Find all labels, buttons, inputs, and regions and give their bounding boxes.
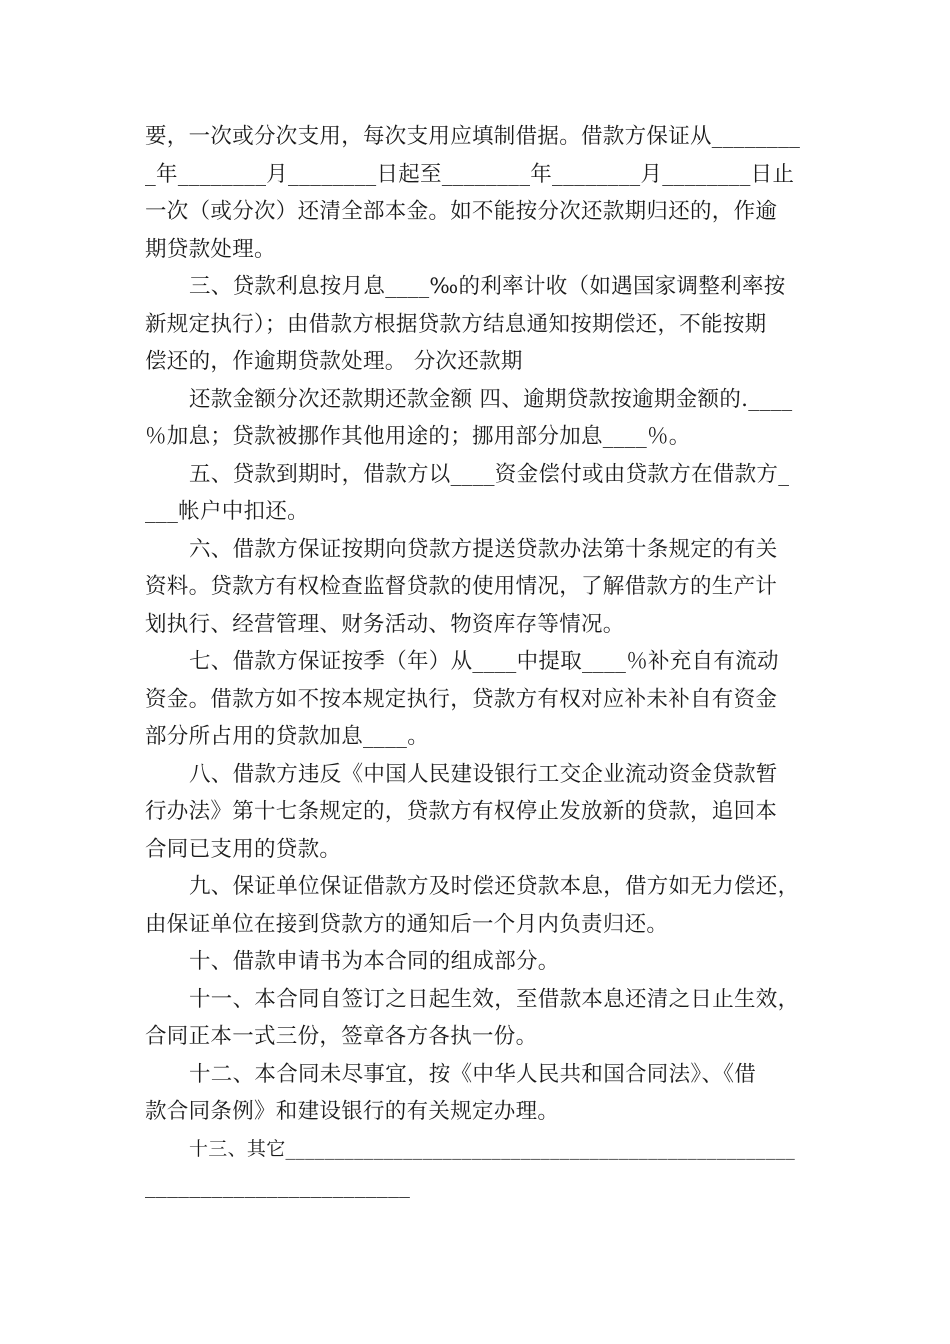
text-line: 部分所占用的贷款加息____。 [145,724,430,749]
text-line: 款合同条例》和建设银行的有关规定办理。 [145,1099,560,1124]
text-line: 十一、本合同自签订之日起生效，至借款本息还清之日止生效， [189,986,800,1012]
text-line: 六、借款方保证按期向贷款方提送贷款办法第十条规定的有关 [189,536,778,562]
text-line: 合同正本一式三份，签章各方各执一份。 [145,1024,538,1049]
text-line: 由保证单位在接到贷款方的通知后一个月内负责归还。 [145,911,669,937]
text-line: 合同已支用的贷款。 [145,836,342,862]
text-line: 新规定执行）；由借款方根据贷款方结息通知按期偿还，不能按期 [145,311,767,337]
text-line: 期贷款处理。 [145,236,276,262]
text-line: 十、借款申请书为本合同的组成部分。 [189,949,560,974]
text-line: 资料。贷款方有权检查监督贷款的使用情况，了解借款方的生产计 [145,574,778,599]
text-line: ________________________ [145,1174,411,1199]
text-line: 三、贷款利息按月息____‰的利率计收（如遇国家调整利率按 [189,274,786,299]
text-line: 还款金额分次还款期还款金额 四、逾期贷款按逾期金额的.____ [189,386,793,412]
text-line: 一次（或分次）还清全部本金。如不能按分次还款期归还的，作逾 [145,199,778,224]
text-line: 划执行、经营管理、财务活动、物资库存等情况。 [145,611,625,637]
text-line: 五、贷款到期时，借款方以____资金偿付或由贷款方在借款方_ [189,461,790,487]
text-line: ___帐户中扣还。 [145,499,309,524]
contract-body [145,118,810,1206]
text-line: 要，一次或分次支用，每次支用应填制借据。借款方保证从________ [145,124,801,149]
text-line: 八、借款方违反《中国人民建设银行工交企业流动资金贷款暂 [189,761,778,787]
text-line: 行办法》第十七条规定的，贷款方有权停止发放新的贷款，追回本 [145,799,778,824]
text-line: 偿还的，作逾期贷款处理。 分次还款期 [145,349,523,374]
text-line: _年________月________日起至________年________月________日止 [145,161,795,187]
text-line: ％加息；贷款被挪作其他用途的；挪用部分加息____％。 [145,424,691,449]
text-line: 十二、本合同未尽事宜，按《中华人民共和国合同法》、《借 [189,1061,757,1087]
text-line: 十三、其它____________________________________________________ [189,1137,796,1160]
text-line: 资金。借款方如不按本规定执行，贷款方有权对应补未补自有资金 [145,686,778,712]
text-line: 七、借款方保证按季（年）从____中提取____％补充自有流动 [189,649,779,674]
text-line: 九、保证单位保证借款方及时偿还贷款本息，借方如无力偿还， [189,874,800,899]
